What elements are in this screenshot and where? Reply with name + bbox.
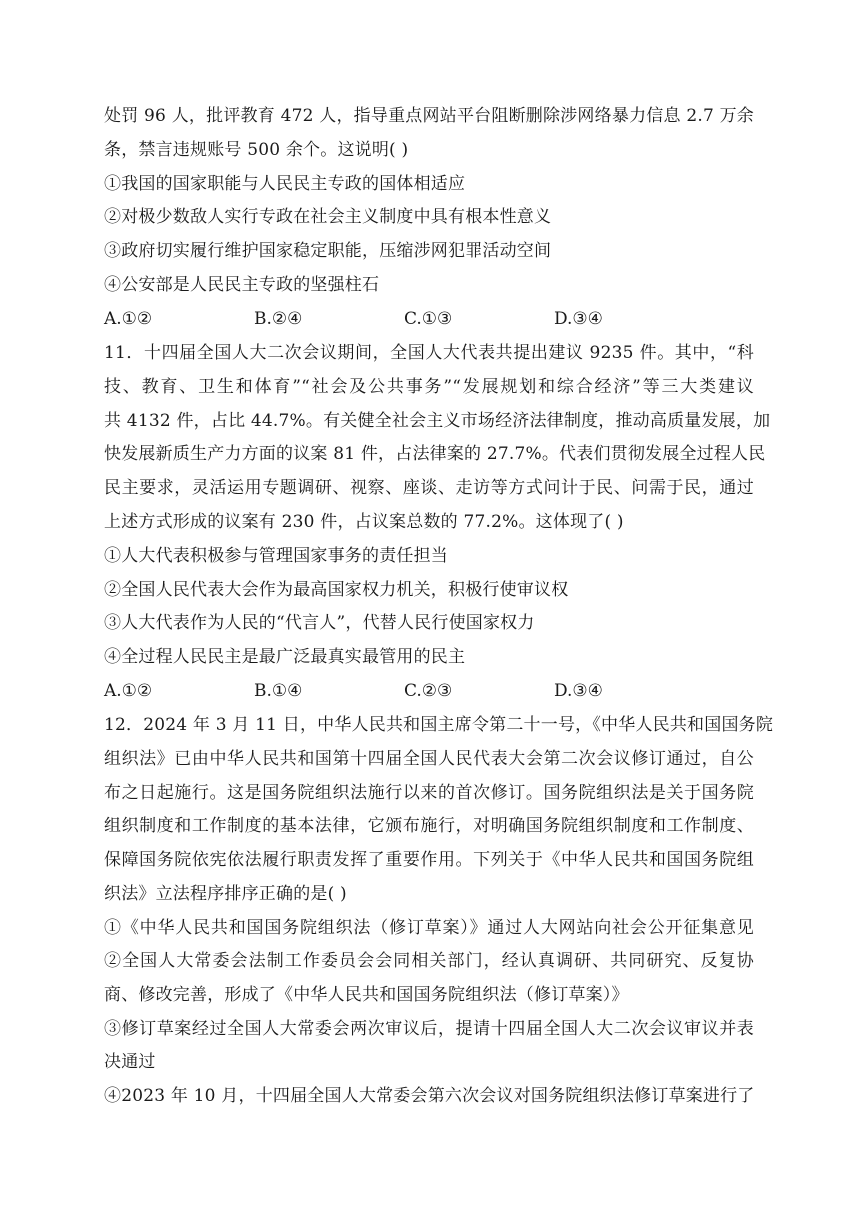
question-text-line: 保障国务院依宪依法履行职责发挥了重要作用。下列关于《中华人民共和国国务院组 [104, 850, 754, 870]
option-d: D.③④ [554, 309, 603, 329]
statement-3: ③人大代表作为人民的“代言人”，代替人民行使国家权力 [104, 613, 535, 633]
question-text-line: 条，禁言违规账号 500 余个。这说明( ) [104, 140, 409, 160]
statement-4: ④2023 年 10 月，十四届全国人大常委会第六次会议对国务院组织法修订草案进行了 [104, 1086, 755, 1106]
question-text-line: 织法》立法程序排序正确的是( ) [104, 884, 347, 904]
question-text-line: 12．2024 年 3 月 11 日，中华人民共和国主席令第二十一号，《中华人民共和国国务院 [104, 715, 774, 735]
statement-2: ②全国人大常委会法制工作委员会会同相关部门，经认真调研、共同研究、反复协 [104, 951, 754, 971]
statement-3: ③修订草案经过全国人大常委会两次审议后，提请十四届全国人大二次会议审议并表 [104, 1019, 754, 1039]
question-text-line: 快发展新质生产力方面的议案 81 件，占法律案的 27.7%。代表们贯彻发展全过程人民 [104, 444, 766, 464]
question-text-line: 民主要求，灵活运用专题调研、视察、座谈、走访等方式问计于民、问需于民，通过 [104, 478, 754, 498]
question-text-line: 布之日起施行。这是国务院组织法施行以来的首次修订。国务院组织法是关于国务院 [104, 783, 754, 803]
option-d: D.③④ [554, 681, 603, 701]
option-b: B.①④ [254, 681, 303, 701]
option-b: B.②④ [254, 309, 303, 329]
statement-4: ④全过程人民民主是最广泛最真实最管用的民主 [104, 647, 466, 667]
option-c: C.②③ [404, 681, 453, 701]
question-text-line: 组织法》已由中华人民共和国第十四届全国人民代表大会第二次会议修订通过，自公 [104, 749, 754, 769]
statement-3-continued: 决通过 [104, 1052, 156, 1072]
question-text-line: 上述方式形成的议案有 230 件，占议案总数的 77.2%。这体现了( ) [104, 512, 624, 532]
statement-1: ①我国的国家职能与人民民主专政的国体相适应 [104, 174, 466, 194]
question-text-line: 技、教育、卫生和体育”“社会及公共事务”“发展规划和综合经济”等三大类建议 [104, 377, 754, 397]
statement-2: ②对极少数敌人实行专政在社会主义制度中具有根本性意义 [104, 207, 552, 227]
option-a: A.①② [104, 309, 153, 329]
statement-3: ③政府切实履行维护国家稳定职能，压缩涉网犯罪活动空间 [104, 241, 552, 261]
option-c: C.①③ [404, 309, 453, 329]
statement-2-continued: 商、修改完善，形成了《中华人民共和国国务院组织法（修订草案）》 [104, 985, 629, 1005]
question-text-line: 共 4132 件，占比 44.7%。有关健全社会主义市场经济法律制度，推动高质量发展，加 [104, 411, 771, 431]
statement-2: ②全国人民代表大会作为最高国家权力机关，积极行使审议权 [104, 580, 569, 600]
option-a: A.①② [104, 681, 153, 701]
question-text-line: 处罚 96 人，批评教育 472 人，指导重点网站平台阻断删除涉网络暴力信息 2.7 万余 [104, 106, 754, 126]
statement-4: ④公安部是人民民主专政的坚强柱石 [104, 275, 380, 295]
statement-1: ①《中华人民共和国国务院组织法（修订草案）》通过人大网站向社会公开征集意见 [104, 918, 754, 938]
question-text-line: 11．十四届全国人大二次会议期间，全国人大代表共提出建议 9235 件。其中，“科 [104, 343, 754, 363]
question-text-line: 组织制度和工作制度的基本法律，它颁布施行，对明确国务院组织制度和工作制度、 [104, 816, 754, 836]
statement-1: ①人大代表积极参与管理国家事务的责任担当 [104, 546, 448, 566]
